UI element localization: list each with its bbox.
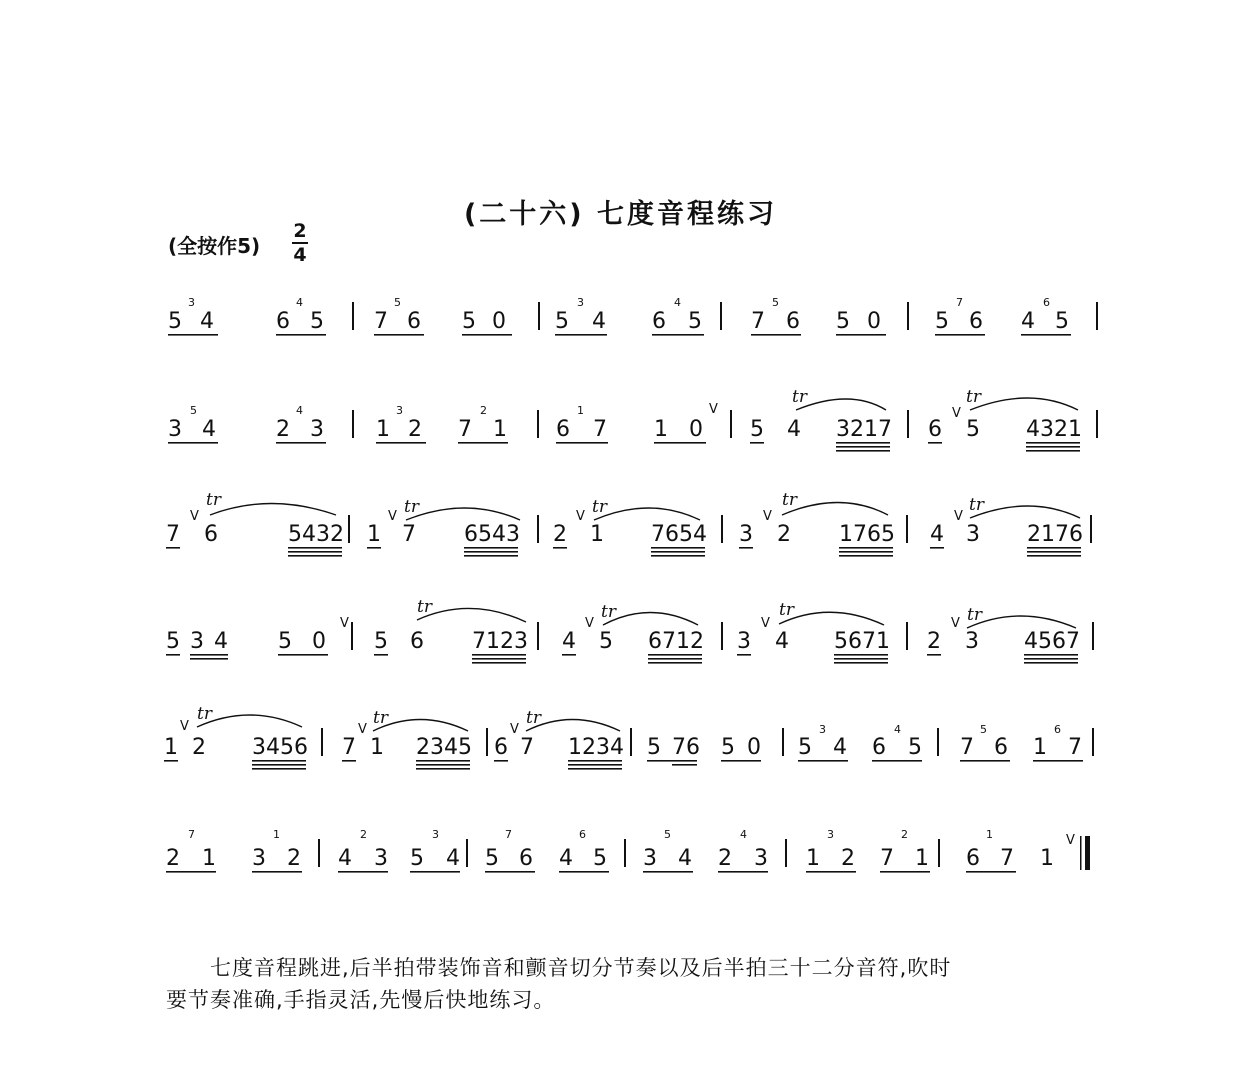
svg-text:7: 7	[880, 846, 894, 871]
svg-text:5: 5	[1055, 309, 1069, 334]
svg-text:1: 1	[577, 404, 584, 417]
svg-text:5: 5	[278, 629, 292, 654]
svg-text:2: 2	[718, 846, 732, 871]
svg-text:4: 4	[296, 296, 303, 309]
score-line-5	[164, 704, 1094, 770]
svg-text:1: 1	[164, 735, 178, 760]
svg-text:7: 7	[956, 296, 963, 309]
svg-text:4: 4	[674, 296, 681, 309]
svg-text:2176: 2176	[1027, 522, 1083, 547]
svg-text:4321: 4321	[1026, 417, 1082, 442]
svg-text:5: 5	[462, 309, 476, 334]
svg-text:tr: tr	[966, 387, 981, 407]
svg-text:3: 3	[310, 417, 324, 442]
score-line-2	[168, 387, 1098, 452]
svg-text:tr: tr	[779, 600, 794, 620]
svg-text:6: 6	[410, 629, 424, 654]
svg-text:V: V	[510, 722, 519, 737]
svg-text:3: 3	[374, 846, 388, 871]
svg-text:3: 3	[643, 846, 657, 871]
svg-text:5: 5	[980, 723, 987, 736]
svg-text:7: 7	[374, 309, 388, 334]
svg-text:5: 5	[555, 309, 569, 334]
svg-text:3: 3	[965, 629, 979, 654]
svg-text:5: 5	[935, 309, 949, 334]
svg-text:0: 0	[867, 309, 881, 334]
svg-text:4: 4	[930, 522, 944, 547]
svg-text:5: 5	[485, 846, 499, 871]
svg-text:6: 6	[519, 846, 533, 871]
svg-text:4: 4	[562, 629, 576, 654]
svg-text:1: 1	[1033, 735, 1047, 760]
svg-text:4: 4	[678, 846, 692, 871]
svg-text:7: 7	[188, 828, 195, 841]
page-title: (二十六) 七度音程练习	[463, 199, 778, 230]
svg-text:1: 1	[493, 417, 507, 442]
svg-text:tr: tr	[526, 708, 541, 728]
svg-text:5: 5	[772, 296, 779, 309]
svg-text:1765: 1765	[839, 522, 895, 547]
svg-text:tr: tr	[967, 605, 982, 625]
svg-text:7: 7	[458, 417, 472, 442]
svg-text:V: V	[954, 509, 963, 524]
svg-text:4: 4	[214, 629, 228, 654]
svg-text:tr: tr	[592, 497, 607, 517]
svg-text:5: 5	[836, 309, 850, 334]
svg-text:1: 1	[273, 828, 280, 841]
svg-text:2: 2	[901, 828, 908, 841]
svg-text:7: 7	[505, 828, 512, 841]
svg-text:5: 5	[599, 629, 613, 654]
svg-text:5: 5	[394, 296, 401, 309]
svg-text:5: 5	[688, 309, 702, 334]
svg-text:4: 4	[787, 417, 801, 442]
svg-text:tr: tr	[782, 490, 797, 510]
svg-text:4: 4	[200, 309, 214, 334]
svg-text:5: 5	[310, 309, 324, 334]
svg-text:V: V	[576, 509, 585, 524]
svg-text:7: 7	[402, 522, 416, 547]
svg-text:7123: 7123	[472, 629, 528, 654]
svg-text:3: 3	[432, 828, 439, 841]
svg-text:2: 2	[360, 828, 367, 841]
svg-text:2: 2	[841, 846, 855, 871]
svg-text:tr: tr	[373, 708, 388, 728]
time-signature-numerator: 2	[293, 220, 307, 242]
svg-text:V: V	[340, 616, 349, 631]
svg-text:V: V	[709, 402, 718, 417]
svg-text:1: 1	[202, 846, 216, 871]
svg-text:V: V	[585, 616, 594, 631]
svg-text:6: 6	[204, 522, 218, 547]
svg-text:3: 3	[754, 846, 768, 871]
svg-text:4: 4	[296, 404, 303, 417]
svg-text:76: 76	[672, 735, 700, 760]
svg-text:5: 5	[798, 735, 812, 760]
svg-text:4: 4	[592, 309, 606, 334]
svg-text:6: 6	[579, 828, 586, 841]
svg-text:2: 2	[777, 522, 791, 547]
svg-text:6: 6	[969, 309, 983, 334]
svg-text:0: 0	[492, 309, 506, 334]
svg-text:5: 5	[374, 629, 388, 654]
svg-text:5432: 5432	[288, 522, 344, 547]
svg-text:2: 2	[553, 522, 567, 547]
svg-text:6: 6	[994, 735, 1008, 760]
svg-text:1: 1	[806, 846, 820, 871]
svg-text:6: 6	[407, 309, 421, 334]
time-signature-denominator: 4	[293, 244, 307, 266]
svg-text:6: 6	[494, 735, 508, 760]
svg-text:5: 5	[166, 629, 180, 654]
svg-text:3: 3	[188, 296, 195, 309]
svg-text:5: 5	[721, 735, 735, 760]
svg-text:3217: 3217	[836, 417, 892, 442]
svg-text:3: 3	[190, 629, 204, 654]
svg-text:0: 0	[312, 629, 326, 654]
svg-text:4: 4	[775, 629, 789, 654]
svg-text:5: 5	[168, 309, 182, 334]
svg-text:3: 3	[168, 417, 182, 442]
svg-text:2345: 2345	[416, 735, 472, 760]
svg-text:3: 3	[827, 828, 834, 841]
svg-text:4: 4	[894, 723, 901, 736]
svg-text:3: 3	[819, 723, 826, 736]
svg-text:4: 4	[1021, 309, 1035, 334]
score-line-1	[168, 296, 1098, 336]
svg-text:2: 2	[927, 629, 941, 654]
score-line-3	[166, 490, 1092, 557]
svg-text:5: 5	[647, 735, 661, 760]
svg-text:1: 1	[590, 522, 604, 547]
svg-text:V: V	[388, 509, 397, 524]
svg-text:tr: tr	[792, 387, 807, 407]
svg-text:1: 1	[915, 846, 929, 871]
svg-text:2: 2	[480, 404, 487, 417]
svg-text:6: 6	[556, 417, 570, 442]
svg-text:6: 6	[276, 309, 290, 334]
svg-text:5: 5	[966, 417, 980, 442]
svg-text:tr: tr	[197, 704, 212, 724]
svg-text:tr: tr	[206, 490, 221, 510]
svg-text:1: 1	[370, 735, 384, 760]
svg-text:V: V	[763, 509, 772, 524]
svg-text:5671: 5671	[834, 629, 890, 654]
fingering-note: (全按作5)	[168, 234, 261, 258]
svg-text:2: 2	[287, 846, 301, 871]
svg-text:6: 6	[1054, 723, 1061, 736]
svg-text:7: 7	[1000, 846, 1014, 871]
svg-text:6: 6	[652, 309, 666, 334]
svg-text:3: 3	[577, 296, 584, 309]
svg-text:6543: 6543	[464, 522, 520, 547]
svg-text:1: 1	[1040, 846, 1054, 871]
svg-text:1: 1	[376, 417, 390, 442]
footer-text-line-2: 要节奏准确,手指灵活,先慢后快地练习。	[166, 988, 556, 1012]
svg-text:2: 2	[408, 417, 422, 442]
svg-text:6712: 6712	[648, 629, 704, 654]
svg-text:7: 7	[342, 735, 356, 760]
footer-text-line-1: 七度音程跳进,后半拍带装饰音和颤音切分节奏以及后半拍三十二分音符,吹时	[210, 956, 952, 980]
svg-text:5: 5	[410, 846, 424, 871]
svg-text:7654: 7654	[651, 522, 707, 547]
svg-text:V: V	[1066, 833, 1075, 848]
svg-text:4567: 4567	[1024, 629, 1080, 654]
svg-text:7: 7	[1068, 735, 1082, 760]
svg-text:V: V	[180, 719, 189, 734]
svg-text:6: 6	[786, 309, 800, 334]
svg-text:3: 3	[739, 522, 753, 547]
svg-text:tr: tr	[601, 602, 616, 622]
svg-text:2: 2	[192, 735, 206, 760]
svg-text:0: 0	[747, 735, 761, 760]
svg-text:3: 3	[737, 629, 751, 654]
svg-text:V: V	[761, 616, 770, 631]
svg-text:6: 6	[872, 735, 886, 760]
svg-text:7: 7	[593, 417, 607, 442]
svg-text:1: 1	[986, 828, 993, 841]
svg-text:6: 6	[1043, 296, 1050, 309]
svg-text:4: 4	[202, 417, 216, 442]
svg-text:3: 3	[252, 846, 266, 871]
svg-text:5: 5	[750, 417, 764, 442]
svg-text:V: V	[358, 722, 367, 737]
svg-text:4: 4	[446, 846, 460, 871]
svg-text:7: 7	[166, 522, 180, 547]
svg-text:tr: tr	[417, 597, 432, 617]
score-line-6	[166, 828, 1090, 873]
svg-text:0: 0	[689, 417, 703, 442]
svg-text:V: V	[952, 406, 961, 421]
svg-text:2: 2	[166, 846, 180, 871]
svg-text:4: 4	[338, 846, 352, 871]
svg-text:5: 5	[664, 828, 671, 841]
svg-text:4: 4	[559, 846, 573, 871]
svg-text:7: 7	[751, 309, 765, 334]
svg-text:1: 1	[654, 417, 668, 442]
svg-text:1234: 1234	[568, 735, 624, 760]
svg-text:5: 5	[908, 735, 922, 760]
svg-text:6: 6	[928, 417, 942, 442]
svg-text:3: 3	[966, 522, 980, 547]
svg-text:1: 1	[367, 522, 381, 547]
svg-text:4: 4	[833, 735, 847, 760]
svg-text:5: 5	[593, 846, 607, 871]
svg-text:3456: 3456	[252, 735, 308, 760]
svg-text:3: 3	[396, 404, 403, 417]
svg-text:tr: tr	[969, 495, 984, 515]
svg-text:V: V	[951, 616, 960, 631]
score-line-4	[166, 597, 1094, 664]
svg-text:4: 4	[740, 828, 747, 841]
svg-text:V: V	[190, 509, 199, 524]
svg-text:7: 7	[520, 735, 534, 760]
svg-text:5: 5	[190, 404, 197, 417]
svg-text:6: 6	[966, 846, 980, 871]
svg-text:7: 7	[960, 735, 974, 760]
svg-text:2: 2	[276, 417, 290, 442]
svg-text:tr: tr	[404, 497, 419, 517]
